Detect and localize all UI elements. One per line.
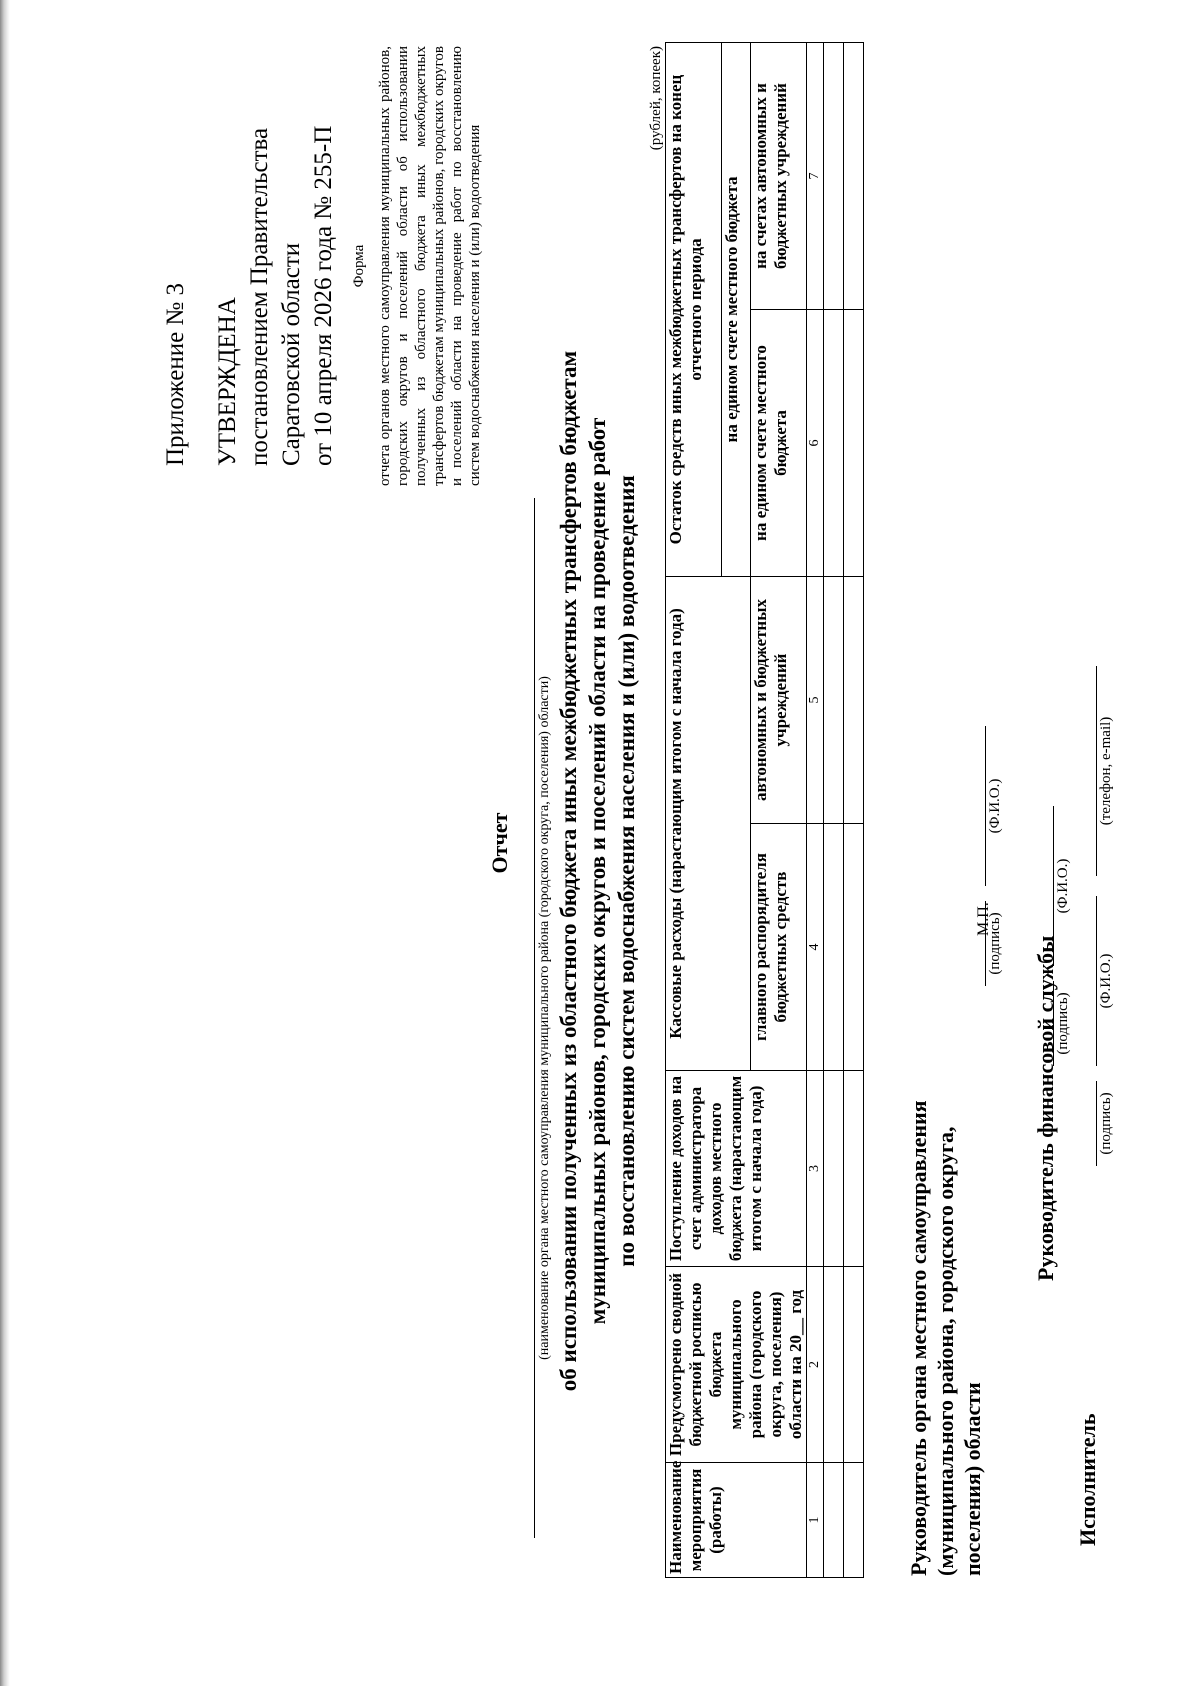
org-name-caption: (наименование органа местного самоуправления муниципального района (городского округа, поселения) области) bbox=[537, 676, 552, 1360]
column-number: 1 bbox=[807, 1463, 824, 1578]
table-header-row bbox=[666, 42, 722, 1577]
executor-name-line bbox=[1096, 896, 1097, 1066]
approval-line-2: Саратовской области bbox=[278, 242, 305, 466]
form-word: Форма bbox=[351, 244, 367, 288]
column-number: 7 bbox=[807, 42, 824, 309]
appendix-label: Приложение № 3 bbox=[162, 282, 189, 466]
col-header-balance: Остаток средств иных межбюджетных трансфертов на конец отчетного периода bbox=[666, 42, 722, 576]
table-cell bbox=[844, 310, 864, 577]
units-label: (рублей, копеек) bbox=[648, 46, 664, 151]
table-cell bbox=[844, 824, 864, 1071]
form-caption-block bbox=[350, 46, 484, 486]
approval-block bbox=[160, 46, 340, 466]
col-header-planned: Предусмотрено сводной бюджетной росписью бюджета муниципального района (городского округа, поселения) области на 20__ год bbox=[666, 1267, 807, 1463]
report-main-title bbox=[554, 206, 641, 1536]
executor-signature-line bbox=[1096, 1081, 1097, 1166]
head-name-line bbox=[985, 726, 986, 886]
column-number: 3 bbox=[807, 1071, 824, 1267]
executor-name-caption: (Ф.И.О.) bbox=[1098, 953, 1114, 1009]
form-description: отчета органов местного самоуправления муниципальных районов, городских округов и поселений области об использовании полученных из областного бюджета иных межбюджетных трансфертов бюджетам муниципальных районов, городских округов и поселений области на проведение работ по восстановлению систем водоснабжения населения и (или) водоотведения bbox=[377, 46, 483, 486]
table-cell bbox=[844, 1267, 864, 1463]
approved-label: УТВЕРЖДЕНА bbox=[214, 297, 241, 466]
head-signature-line bbox=[985, 901, 986, 986]
column-number: 5 bbox=[807, 577, 824, 824]
finance-name-caption: (Ф.И.О.) bbox=[1055, 858, 1071, 914]
approval-line-3: от 10 апреля 2026 года № 255-П bbox=[310, 125, 337, 466]
subheader-balance-budget-top: на едином счете местного бюджета bbox=[722, 42, 751, 576]
finance-signature-line bbox=[1053, 981, 1054, 1066]
report-table bbox=[665, 42, 864, 1578]
executor-signature-title: Исполнитель bbox=[1075, 1413, 1100, 1546]
table-cell bbox=[824, 42, 844, 309]
table-cell bbox=[844, 1071, 864, 1267]
executor-contact-caption: (телефон, e-mail) bbox=[1098, 716, 1114, 826]
main-title-line-2: муниципальных районов, городских округов и поселений области на проведение работ bbox=[585, 417, 610, 1325]
finance-signature-caption: (подпись) bbox=[1055, 992, 1071, 1055]
finance-name-line bbox=[1053, 806, 1054, 966]
column-number: 6 bbox=[807, 310, 824, 577]
report-title: Отчет bbox=[487, 812, 512, 874]
subheader-expenses-institutions: автономных и бюджетных учреждений bbox=[750, 577, 806, 824]
table-cell bbox=[844, 577, 864, 824]
executor-signature-caption: (подпись) bbox=[1098, 1092, 1114, 1155]
head-signature-title: Руководитель органа местного самоуправления (муниципального района, городского округа, поселения) области bbox=[906, 1100, 985, 1576]
col-header-revenue: Поступление доходов на счет администратора доходов местного бюджета (нарастающим итогом с начала года) bbox=[666, 1071, 807, 1267]
table-cell bbox=[824, 824, 844, 1071]
column-number-row bbox=[807, 42, 824, 1577]
table-cell bbox=[844, 42, 864, 309]
column-number: 2 bbox=[807, 1267, 824, 1463]
subheader-expenses-main: главного распорядителя бюджетных средств bbox=[750, 824, 806, 1071]
executor-contact-line bbox=[1096, 666, 1097, 876]
column-number: 4 bbox=[807, 824, 824, 1071]
subheader-balance-institutions: на счетах автономных и бюджетных учреждений bbox=[750, 42, 806, 309]
table-cell bbox=[824, 1267, 844, 1463]
table-row bbox=[844, 42, 864, 1577]
col-header-expenses: Кассовые расходы (нарастающим итогом с начала года) bbox=[666, 577, 751, 1071]
seal-mark-label: М.П. bbox=[975, 902, 992, 936]
table-cell bbox=[824, 1071, 844, 1267]
table-cell bbox=[844, 1463, 864, 1578]
head-signature-caption: (подпись) bbox=[987, 912, 1003, 975]
finance-signature-title: Руководитель финансовой службы bbox=[1033, 935, 1058, 1281]
org-name-line bbox=[534, 498, 535, 1538]
table-row bbox=[824, 42, 844, 1577]
table-cell bbox=[824, 1463, 844, 1578]
head-name-caption: (Ф.И.О.) bbox=[987, 778, 1003, 834]
main-title-line-3: по восстановлению систем водоснабжения населения и (или) водоотведения bbox=[614, 475, 639, 1267]
table-cell bbox=[824, 310, 844, 577]
subheader-balance-budget: на едином счете местного бюджета bbox=[750, 310, 806, 577]
table-cell bbox=[824, 577, 844, 824]
col-header-name: Наименование мероприятия (работы) bbox=[666, 1463, 807, 1578]
approval-line-1: постановлением Правительства bbox=[246, 127, 273, 466]
main-title-line-1: об использовании полученных из областного бюджета иных межбюджетных трансфертов бюджетам bbox=[556, 350, 581, 1392]
